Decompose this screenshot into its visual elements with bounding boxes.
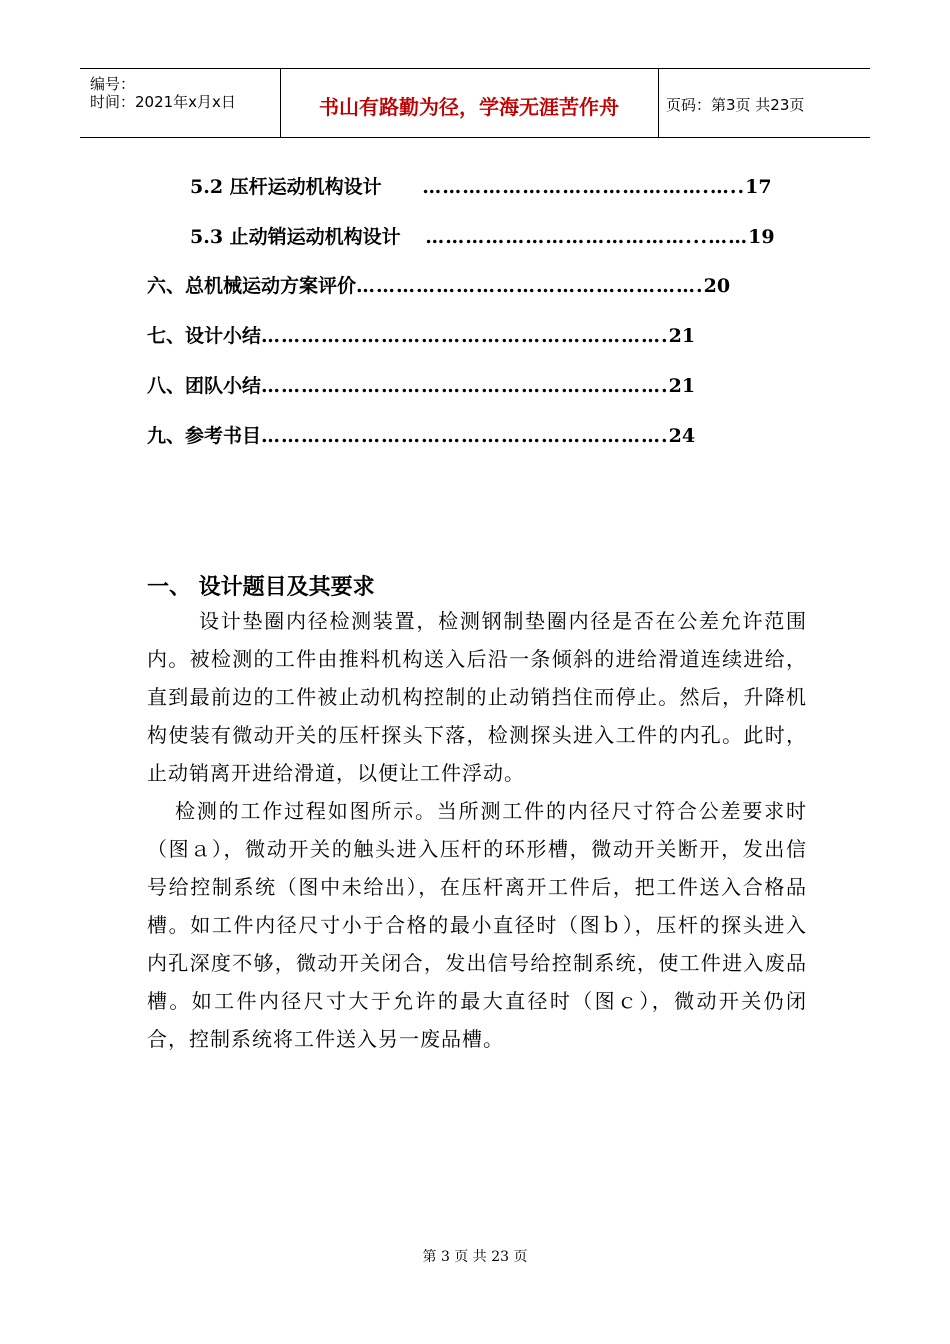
toc-entry-title: 5.2 压杆运动机构设计 <box>190 176 382 198</box>
toc-entry-title: 六、总机械运动方案评价 <box>147 275 357 297</box>
body-paragraph: 检测的工作过程如图所示。当所测工件的内径尺寸符合公差要求时（图ａ），微动开关的触头进入压杆的环形槽，微动开关断开，发出信号给控制系统（图中未给出），在压杆离开工件后，把工件送入合格品槽。如工件内径尺寸小于合格的最小直径时（图ｂ），压杆的探头进入内孔深度不够，微动开关闭合，发出信号给控制系统，使工件进入废品槽。如工件内径尺寸大于允许的最大直径时（图ｃ），微动开关仍闭合，控制系统将工件送入另一废品槽。 <box>147 799 807 1051</box>
header-motto: 书山有路勤为径，学海无涯苦作舟 <box>319 95 619 119</box>
toc-entry-leader: ……………………………………………. <box>356 275 704 297</box>
header-motto-cell <box>280 69 659 137</box>
toc-entry-title: 八、团队小结 <box>147 375 262 397</box>
page-footer: 第 3 页 共 23 页 <box>422 1249 528 1265</box>
toc-entry-title: 5.3 止动销运动机构设计 <box>190 226 401 248</box>
toc-entry-leader: ……………………………………………………. <box>261 425 669 447</box>
toc-entry <box>190 222 775 249</box>
document-time-label: 时间：2021年x月x日 <box>90 93 236 111</box>
document-number-label: 编号： <box>90 75 136 93</box>
header-info-cell <box>80 69 281 137</box>
header-page-code: 页码：第3页 共23页 <box>666 96 805 114</box>
toc-entry <box>147 371 695 398</box>
toc-entry-page: 19 <box>748 226 775 248</box>
toc-entry <box>190 172 772 199</box>
toc-entry-title: 九、参考书目 <box>147 425 262 447</box>
section-heading: 一、 设计题目及其要求 <box>147 574 375 600</box>
toc-entry-leader: ……………………………………………………. <box>261 375 669 397</box>
body-paragraph: 设计垫圈内径检测装置，检测钢制垫圈内径是否在公差允许范围内。被检测的工件由推料机构送入后沿一条倾斜的进给滑道连续进给，直到最前边的工件被止动机构控制的止动销挡住而停止。然后，升降机构使装有微动开关的压杆探头下落，检测探头进入工件的内孔。此时，止动销离开进给滑道，以便让工件浮动。 <box>147 609 807 785</box>
page-header <box>80 68 870 138</box>
toc-entry-page: 17 <box>745 176 772 198</box>
toc-entry-leader: …………………………………...…… <box>425 226 749 248</box>
toc-entry <box>147 271 730 298</box>
header-page-cell <box>658 69 870 137</box>
toc-entry-page: 24 <box>668 425 696 447</box>
toc-entry <box>147 421 695 448</box>
toc-entry-page: 21 <box>668 325 696 347</box>
toc-entry-page: 21 <box>668 375 696 397</box>
toc-entry-title: 七、设计小结 <box>147 325 262 347</box>
toc-entry <box>147 321 695 348</box>
toc-entry-page: 20 <box>703 275 731 297</box>
toc-entry-leader: …………………………………….….. <box>422 176 746 198</box>
toc-entry-leader: ……………………………………………………. <box>261 325 669 347</box>
